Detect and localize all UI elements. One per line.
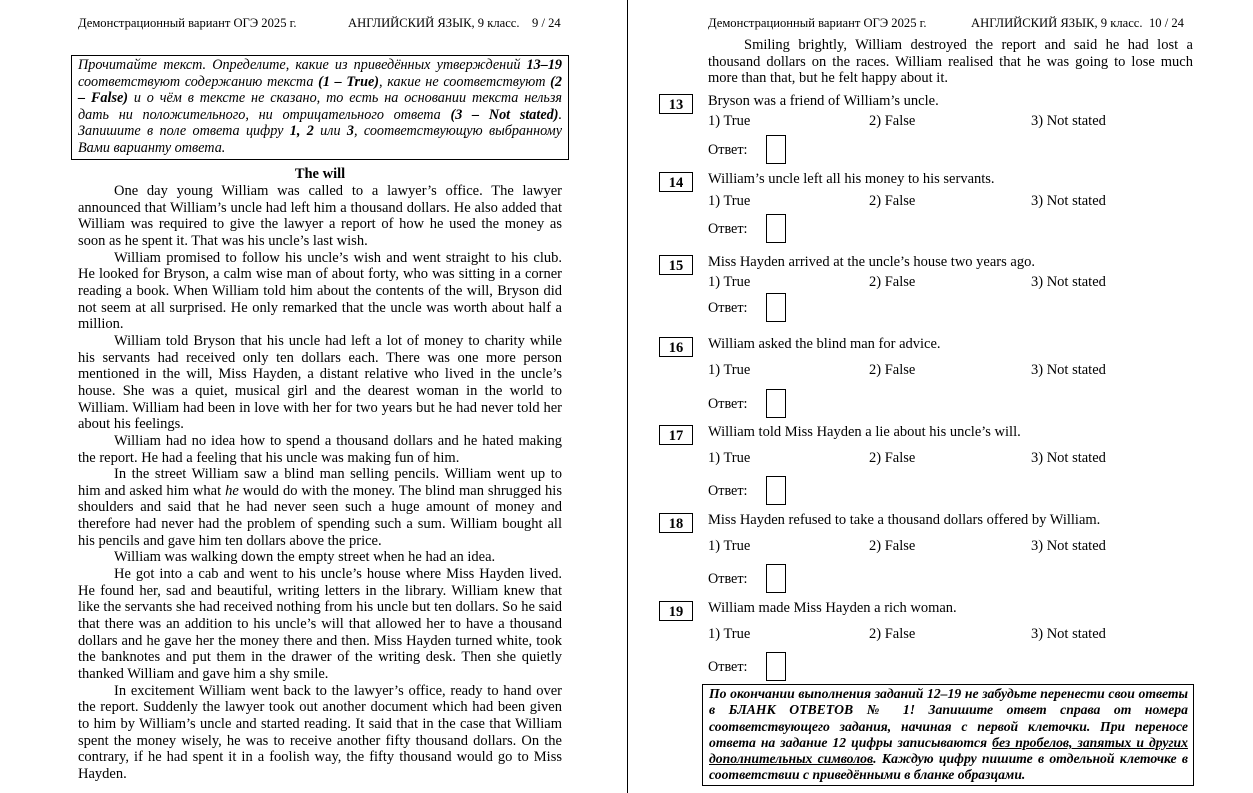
task-option-1: 1) True — [708, 274, 751, 290]
answer-label: Ответ: — [708, 571, 748, 587]
transfer-note-box — [702, 684, 1194, 786]
story-text-span: In the street William saw a blind man selling pencils. William went up to him and asked him what — [78, 466, 562, 499]
task-option-1: 1) True — [708, 626, 751, 642]
task-option-2: 2) False — [869, 193, 916, 209]
answer-input-box[interactable] — [766, 214, 786, 243]
task-option-2: 2) False — [869, 362, 916, 378]
story-paragraph: William was walking down the empty street when he had an idea. — [114, 549, 496, 566]
task-number-box: 13 — [659, 94, 693, 114]
story-text — [78, 183, 562, 783]
task-option-2: 2) False — [869, 538, 916, 554]
instruction-not-stated: (3 – Not stated) — [450, 106, 559, 123]
story-text-span: would do with the money. The blind man shrugged his shoulders and said that he had never seen such a huge amount of money and therefore had never had the problem of spending such a sum. William bought all his pencils and gave him ten dollars above the price. — [78, 482, 562, 549]
note-underlined: без пробелов, запятых и других дополнительных символов — [709, 734, 1188, 767]
task-statement: Miss Hayden arrived at the uncle’s house two years ago. — [708, 254, 1035, 270]
instruction-box — [71, 55, 569, 160]
instruction-text: соответствуют содержанию текста — [78, 73, 319, 90]
task-number-box: 19 — [659, 601, 693, 621]
task-number-box: 18 — [659, 513, 693, 533]
header-exam: Демонстрационный вариант ОГЭ 2025 г. — [708, 16, 927, 30]
instruction-text: , какие не соответствуют — [378, 73, 551, 90]
instruction-text: , соответствующую выбранному Вами варианту ответа. — [78, 123, 563, 156]
task-option-2: 2) False — [869, 626, 916, 642]
task-option-3: 3) Not stated — [1031, 274, 1106, 290]
task-statement: William made Miss Hayden a rich woman. — [708, 600, 957, 616]
note-text: . Каждую цифру пишите в отдельной клеточке в соответствии с приведёнными в бланке образцами. — [709, 751, 1189, 783]
answer-label: Ответ: — [708, 659, 748, 675]
task-number-box: 17 — [659, 425, 693, 445]
task-number-box: 15 — [659, 255, 693, 275]
task-number-box: 14 — [659, 172, 693, 192]
story-paragraph — [78, 466, 562, 549]
task-option-1: 1) True — [708, 193, 751, 209]
instruction-false: (2 – False) — [78, 73, 562, 107]
task-statement: William’s uncle left all his money to his servants. — [708, 171, 995, 187]
instruction-true: (1 – True) — [318, 73, 379, 90]
answer-label: Ответ: — [708, 396, 748, 412]
task-option-3: 3) Not stated — [1031, 538, 1106, 554]
story-paragraph: William promised to follow his uncle’s wish and went straight to his club. He looked for Bryson, a calm wise man of about forty, who was sitting in a corner reading a book. When William told him about the contents of the will, Bryson did not seem at all surprised. He only remarked that the uncle was worth about half a million. — [78, 249, 562, 333]
instruction-text: и о чём в тексте не сказано, то есть на основании текста нельзя дать ни положительного, ни отрицательного ответа — [78, 90, 563, 123]
task-option-2: 2) False — [869, 450, 916, 466]
instruction-digits: 1, 2 — [289, 123, 314, 140]
task-statement: William asked the blind man for advice. — [708, 336, 941, 352]
story-paragraph: One day young William was called to a lawyer’s office. The lawyer announced that William’s uncle had left him a thousand dollars. He also added that William was required to give the lawyer a report of how he used the money as soon as he spent it. That was his uncle’s last wish. — [78, 183, 562, 249]
instruction-digit3: 3 — [346, 123, 354, 140]
header-exam: Демонстрационный вариант ОГЭ 2025 г. — [78, 16, 297, 30]
header-subject: АНГЛИЙСКИЙ ЯЗЫК, 9 класс. — [971, 16, 1143, 30]
answer-input-box[interactable] — [766, 389, 786, 418]
task-option-1: 1) True — [708, 362, 751, 378]
answer-label: Ответ: — [708, 142, 748, 158]
task-option-3: 3) Not stated — [1031, 193, 1106, 209]
page-10 — [628, 0, 1253, 793]
story-paragraph: William told Bryson that his uncle had left a lot of money to charity while his servants had received only ten dollars each. There was one more person mentioned in the will, Miss Hayden, a distant relative who lived in the uncle’s house. She was a quiet, musical girl and the dearest woman in the world to William. William had been in love with her for two years but he had never told her about his feelings. — [78, 332, 562, 433]
story-paragraph: Smiling brightly, William destroyed the report and said he had lost a thousand dollars on the races. William realised that he was going to lose much more than that, but he felt happy about it. — [708, 37, 1193, 87]
story-continuation — [708, 37, 1193, 87]
task-option-1: 1) True — [708, 538, 751, 554]
task-option-3: 3) Not stated — [1031, 113, 1106, 129]
answer-label: Ответ: — [708, 483, 748, 499]
answer-label: Ответ: — [708, 221, 748, 237]
header-subject: АНГЛИЙСКИЙ ЯЗЫК, 9 класс. — [348, 16, 520, 30]
task-statement: Miss Hayden refused to take a thousand dollars offered by William. — [708, 512, 1101, 528]
instruction-range: 13–19 — [526, 57, 562, 73]
instruction-text: или — [313, 123, 347, 140]
task-option-2: 2) False — [869, 113, 916, 129]
answer-input-box[interactable] — [766, 135, 786, 164]
task-option-2: 2) False — [869, 274, 916, 290]
task-option-1: 1) True — [708, 450, 751, 466]
story-paragraph: He got into a cab and went to his uncle’s house where Miss Hayden lived. He found her, sad and beautiful, writing letters in the library. William knew that like the servants she had received nothing from his uncle but ten dollars. So he said that there was an addition to his uncle’s will that allowed her to have a thousand dollars and he gave her the money there and then. Miss Hayden turned white, took the banknotes and put them in the drawer of the writing desk. Then she quietly thanked William and gave him a shy smile. — [78, 566, 562, 683]
story-paragraph: In excitement William went back to the lawyer’s office, ready to hand over the report. Suddenly the lawyer took out another document which had been given to him by William’s uncle and started reading. It said that in the case that William spent the money wisely, he was to receive another fifty thousand dollars. On the contrary, if he had spent it in a foolish way, the fifty thousand would go to Miss Hayden. — [78, 682, 562, 782]
answer-input-box[interactable] — [766, 476, 786, 505]
instruction-text: Прочитайте текст. Определите, какие из приведённых утверждений — [78, 57, 527, 73]
task-statement: Bryson was a friend of William’s uncle. — [708, 93, 939, 109]
answer-input-box[interactable] — [766, 652, 786, 681]
story-italic: he — [225, 482, 239, 499]
header-page-number: 9 / 24 — [532, 16, 561, 30]
task-option-3: 3) Not stated — [1031, 626, 1106, 642]
task-statement: William told Miss Hayden a lie about his uncle’s will. — [708, 424, 1021, 440]
story-paragraph: William had no idea how to spend a thousand dollars and he hated making the report. He had a feeling that his uncle was making fun of him. — [78, 432, 562, 466]
header-page-number: 10 / 24 — [1149, 16, 1184, 30]
answer-input-box[interactable] — [766, 293, 786, 322]
task-number-box: 16 — [659, 337, 693, 357]
task-option-3: 3) Not stated — [1031, 362, 1106, 378]
task-option-1: 1) True — [708, 113, 751, 129]
instruction-text: . Запишите в поле ответа цифру — [78, 106, 562, 140]
story-title: The will — [294, 166, 346, 182]
note-text: По окончании выполнения заданий 12–19 не забудьте перенести свои ответы в БЛАНК ОТВЕТОВ № 1! Запишите ответ справа от номера соответствующего задания, начиная с первой клеточки. При переносе ответа на задание 12 цифры записываются — [709, 686, 1188, 750]
task-option-3: 3) Not stated — [1031, 450, 1106, 466]
answer-input-box[interactable] — [766, 564, 786, 593]
answer-label: Ответ: — [708, 300, 748, 316]
